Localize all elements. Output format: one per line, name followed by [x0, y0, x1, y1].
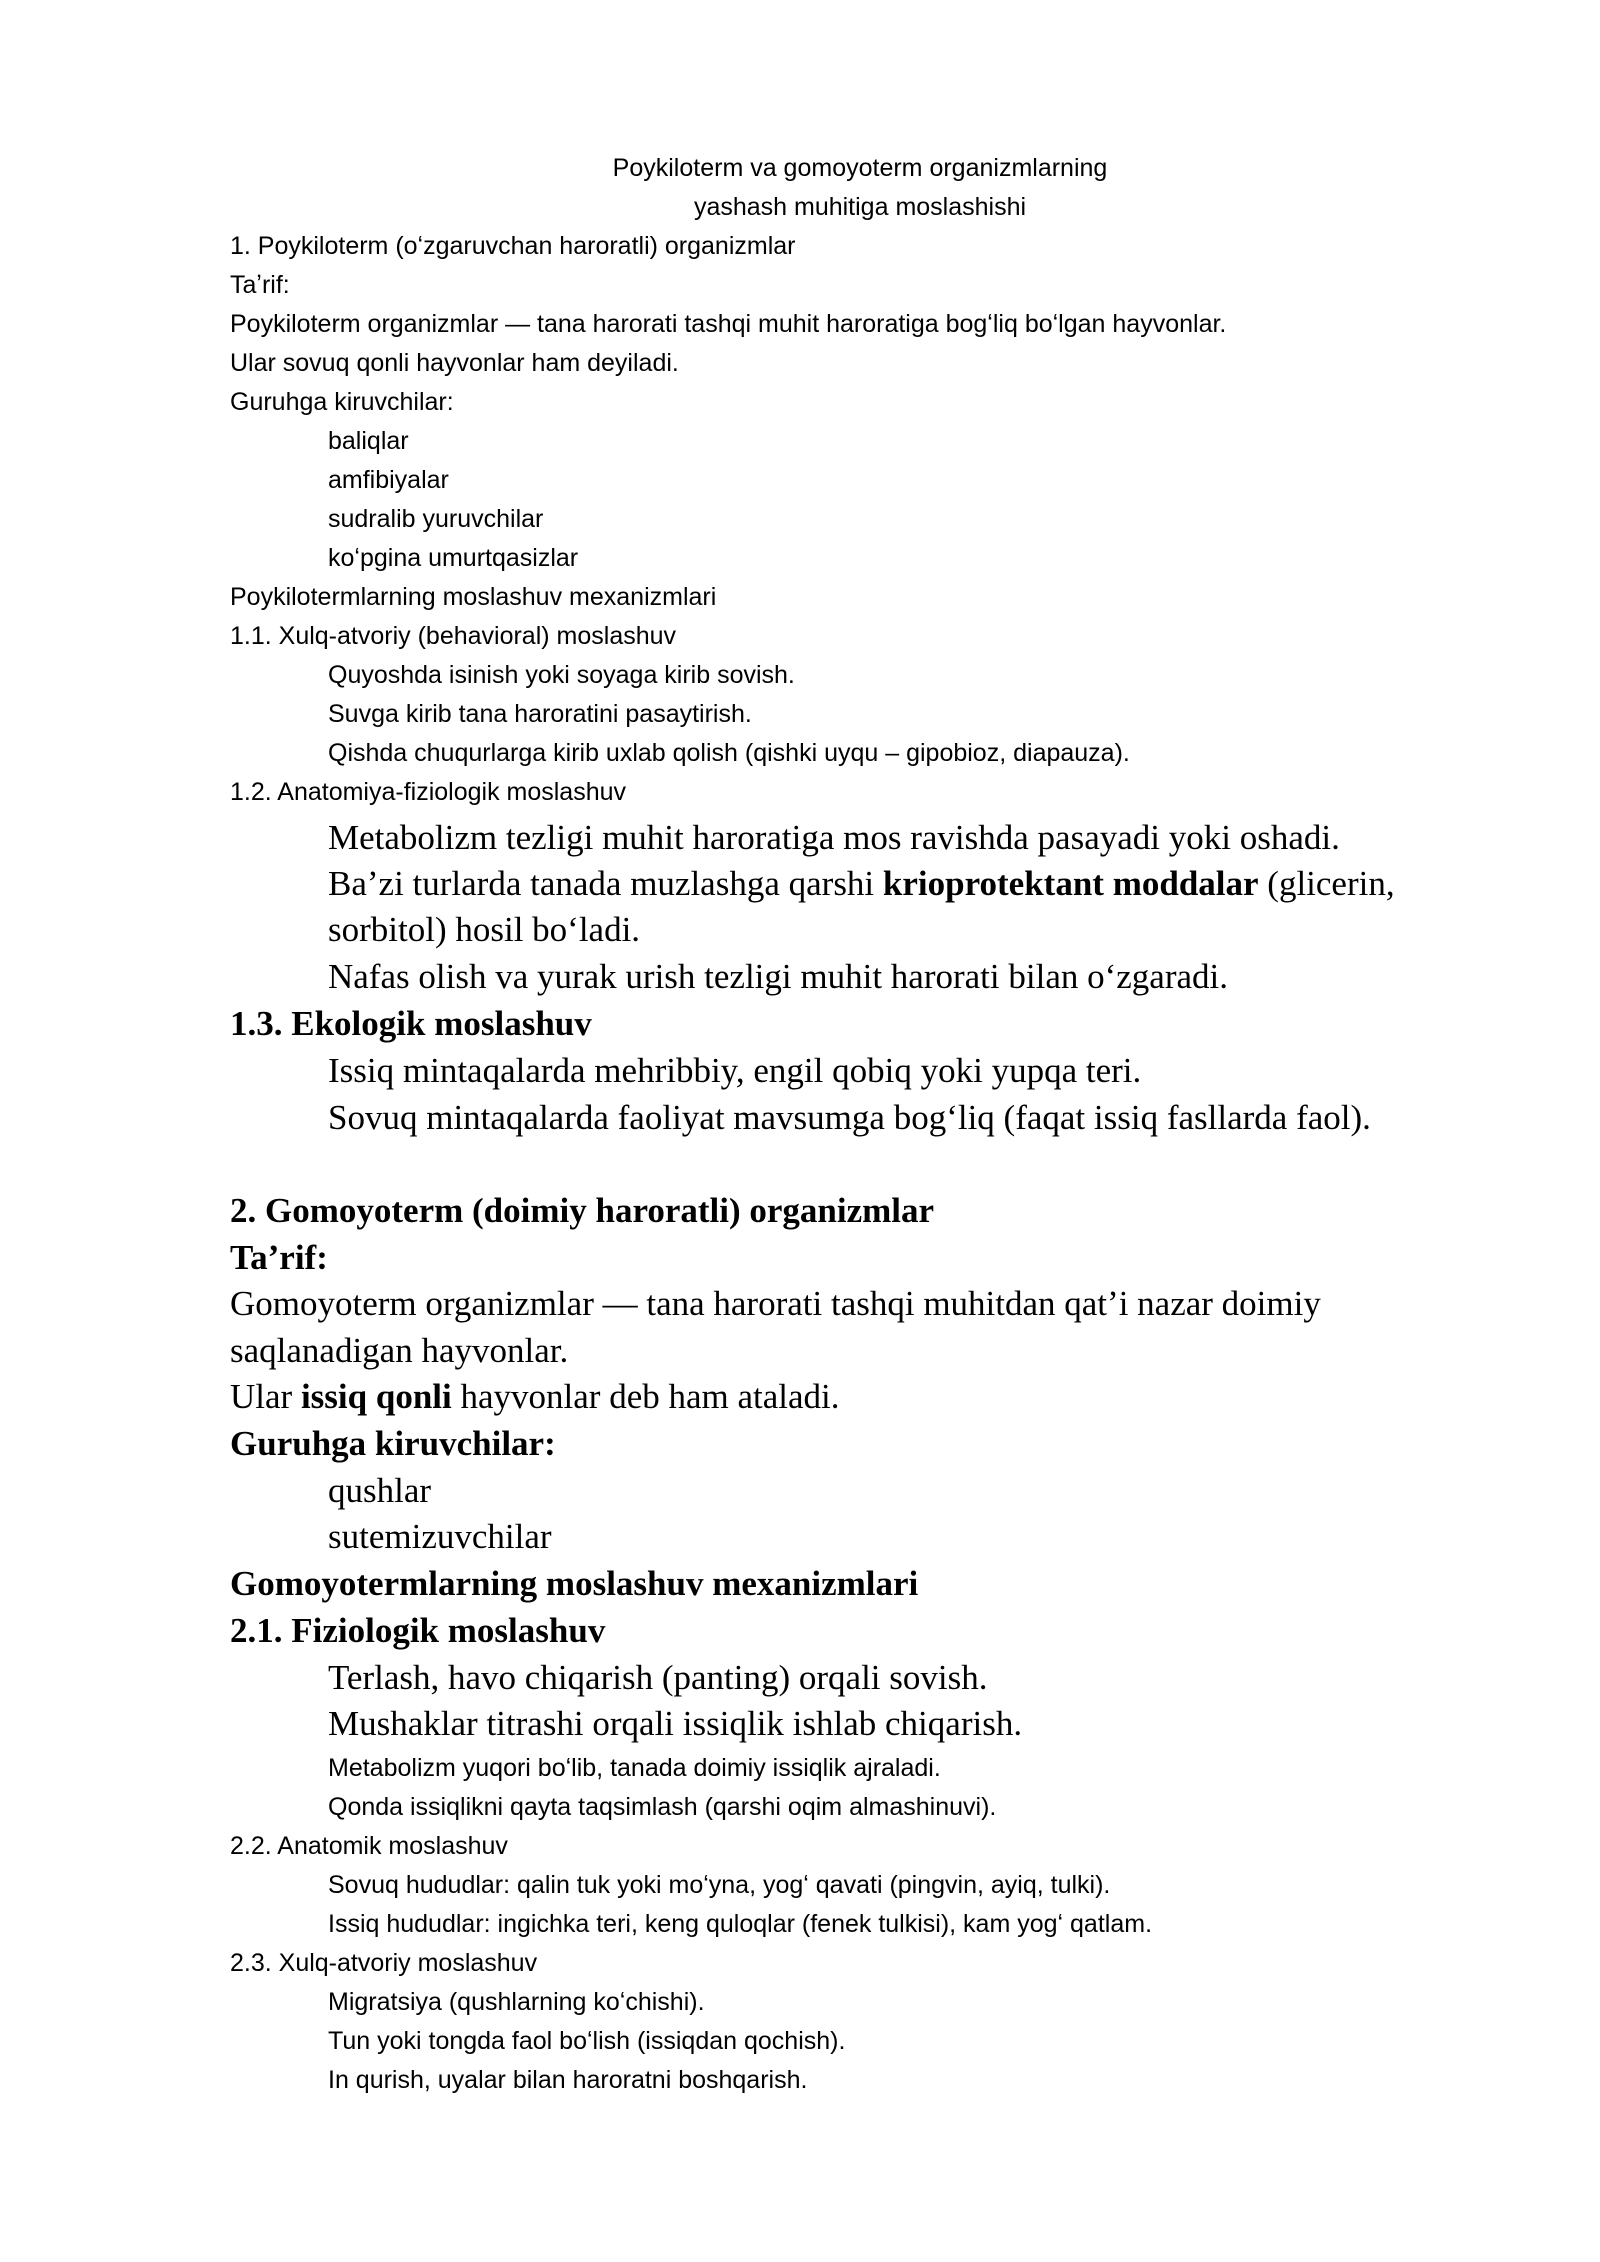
section1-sub3-title: 1.3. Ekologik moslashuv [230, 1004, 592, 1043]
section1-sub2-title: 1.2. Anatomiya-fiziologik moslashuv [230, 778, 627, 806]
section1-def-text: Poykiloterm organizmlar — tana harorati tashqi muhit haroratiga bogʻliq boʻlgan hayvonlar. [230, 310, 1227, 338]
alias-text: hayvonlar deb ham ataladi. [451, 1377, 840, 1416]
section2-def-line-2: saqlanadigan hayvonlar. [230, 1331, 569, 1370]
alias-text: Ular [230, 1377, 301, 1416]
section1-group-item: amfibiyalar [328, 466, 449, 494]
section1-group-item: sudralib yuruvchilar [328, 505, 544, 533]
section1-group-item: baliqlar [328, 427, 409, 455]
section2-sub2-item: Issiq hududlar: ingichka teri, keng quloqlar (fenek tulkisi), kam yogʻ qatlam. [328, 1910, 1153, 1938]
section2-heading: 2. Gomoyoterm (doimiy haroratli) organizmlar [230, 1191, 935, 1230]
title-line-2: yashash muhitiga moslashishi [693, 193, 1027, 221]
section2-def-label: Taʼrif: [230, 1238, 328, 1277]
section1-sub2-item: Metabolizm tezligi muhit haroratiga mos ravishda pasayadi yoki oshadi. [328, 818, 1340, 857]
section1-sub3-item: Sovuq mintaqalarda faoliyat mavsumga bogʻliq (faqat issiq fasllarda faol). [328, 1098, 1371, 1137]
section1-sub3-item: Issiq mintaqalarda mehribbiy, engil qobiq yoki yupqa teri. [328, 1051, 1142, 1090]
section2-sub1-item: Metabolizm yuqori boʻlib, tanada doimiy issiqlik ajraladi. [328, 1754, 941, 1782]
section2-group-label: Guruhga kiruvchilar: [230, 1424, 556, 1463]
item-text: Baʼzi turlarda tanada muzlashga qarshi [328, 864, 883, 903]
section1-alias: Ular sovuq qonli hayvonlar ham deyiladi. [230, 349, 679, 377]
section1-group-item: koʻpgina umurtqasizlar [328, 544, 579, 572]
section2-sub1-item: Qonda issiqlikni qayta taqsimlash (qarshi oqim almashinuvi). [328, 1793, 997, 1821]
section2-sub3-item: In qurish, uyalar bilan haroratni boshqarish. [328, 2066, 808, 2094]
section1-mech-title: Poykilotermlarning moslashuv mexanizmlari [230, 583, 717, 611]
section1-sub1-item: Quyoshda isinish yoki soyaga kirib sovish. [328, 661, 795, 689]
alias-bold-text: issiq qonli [300, 1377, 452, 1416]
section2-sub3-item: Tun yoki tongda faol boʻlish (issiqdan qochish). [328, 2027, 846, 2055]
section1-heading: 1. Poykiloterm (oʻzgaruvchan haroratli) organizmlar [230, 232, 796, 260]
section2-sub2-title: 2.2. Anatomik moslashuv [230, 1832, 508, 1860]
section2-sub3-title: 2.3. Xulq-atvoriy moslashuv [230, 1949, 538, 1977]
section2-sub1-title: 2.1. Fiziologik moslashuv [230, 1611, 606, 1650]
section1-sub1-title: 1.1. Xulq-atvoriy (behavioral) moslashuv [230, 622, 677, 650]
section1-group-label: Guruhga kiruvchilar: [230, 388, 454, 416]
section2-sub1-item: Terlash, havo chiqarish (panting) orqali sovish. [328, 1658, 988, 1697]
section2-def-line-1: Gomoyoterm organizmlar — tana harorati tashqi muhitdan qatʼi nazar doimiy [230, 1284, 1321, 1323]
section1-sub1-item: Suvga kirib tana haroratini pasaytirish. [328, 700, 752, 728]
section1-sub1-item: Qishda chuqurlarga kirib uxlab qolish (qishki uyqu – gipobioz, diapauza). [328, 739, 1130, 767]
section1-sub2-item: Nafas olish va yurak urish tezligi muhit harorati bilan oʻzgaradi. [328, 957, 1229, 996]
section1-sub2-item [328, 864, 1395, 904]
section2-sub3-item: Migratsiya (qushlarning koʻchishi). [328, 1988, 705, 2016]
section2-group-item: sutemizuvchilar [328, 1517, 552, 1556]
section2-sub2-item: Sovuq hududlar: qalin tuk yoki moʻyna, yogʻ qavati (pingvin, ayiq, tulki). [328, 1871, 1111, 1899]
section1-sub2-item-cont: sorbitol) hosil boʻladi. [328, 910, 641, 949]
section2-alias [230, 1377, 840, 1417]
item-bold-text: krioprotektant moddalar [882, 864, 1259, 903]
title-line-1: Poykiloterm va gomoyoterm organizmlarning [612, 154, 1108, 182]
item-text: (glicerin, [1258, 864, 1395, 903]
section2-group-item: qushlar [328, 1471, 432, 1510]
section1-def-label: Taʼrif: [230, 271, 290, 299]
section2-mech-title: Gomoyotermlarning moslashuv mexanizmlari [230, 1564, 919, 1603]
section2-sub1-item: Mushaklar titrashi orqali issiqlik ishlab chiqarish. [328, 1704, 1023, 1743]
